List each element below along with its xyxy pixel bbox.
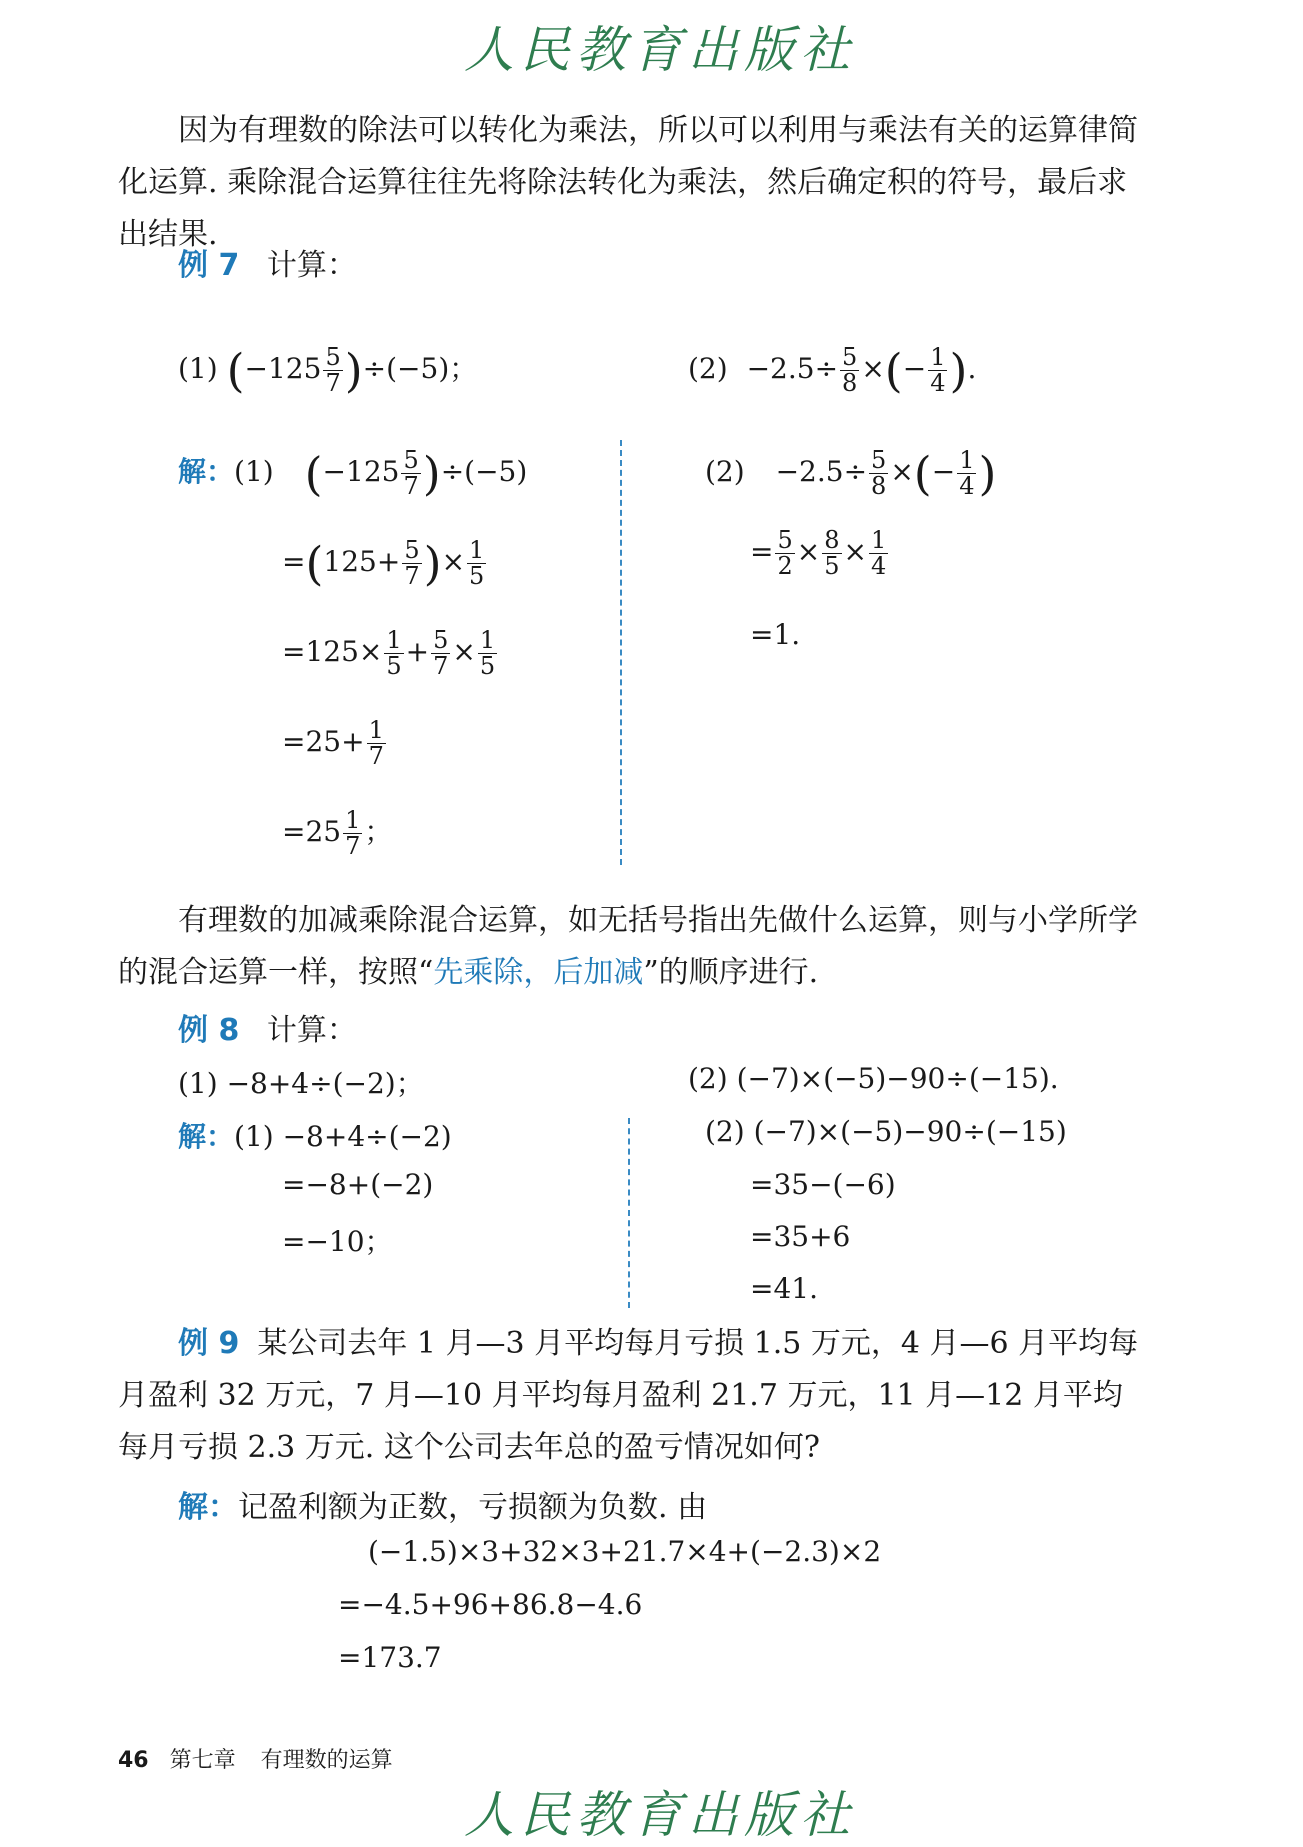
example-8-problem-1: (1) −8+4÷(−2)； bbox=[178, 1067, 424, 1100]
page-footer bbox=[118, 1743, 393, 1774]
intro-paragraph: 因为有理数的除法可以转化为乘法，所以可以利用与乘法有关的运算律简化运算. 乘除混合运算往往先将除法转化为乘法，然后确定积的符号，最后求出结果. bbox=[118, 113, 1138, 252]
example-9-solution-line-1: (−1.5)×3+32×3+21.7×4+(−2.3)×2 bbox=[368, 1535, 882, 1568]
example-9-label: 例 9 bbox=[178, 1326, 240, 1361]
example-9-solution-intro: 解：记盈利额为正数，亏损额为负数. 由 bbox=[178, 1490, 708, 1525]
example-8-solution-2-line-2: =35−(−6) bbox=[750, 1168, 896, 1201]
example-7-solution-2-line-2: = $\frac{5}{2}$ × $\frac{8}{5}$ × $\frac{1}{4}$ bbox=[750, 526, 887, 581]
order-rule-highlight: 先乘除，后加减 bbox=[433, 955, 644, 990]
example-8-solution-1-line-2: =−8+(−2) bbox=[282, 1168, 434, 1201]
example-8-solution-2-line-3: =35+6 bbox=[750, 1220, 851, 1253]
example-7-solution-2-line-1: (2) −2.5÷ $\frac{5}{8}$ ×(− $\frac{1}{4}$ ) bbox=[705, 446, 997, 501]
example-8-label: 例 8 bbox=[178, 1013, 240, 1048]
example-7-problem-1: (1) (−125 $\frac{5}{7}$ )÷(−5)； bbox=[178, 343, 478, 398]
example-7-heading bbox=[178, 240, 357, 284]
chapter-title: 有理数的运算 bbox=[260, 1748, 393, 1773]
page-number: 46 bbox=[118, 1748, 149, 1773]
mixed-operations-paragraph: 有理数的加减乘除混合运算，如无括号指出先做什么运算，则与小学所学的混合运算一样，按照“先乘除，后加减”的顺序进行. bbox=[118, 903, 1138, 990]
example-8-prompt: 计算： bbox=[266, 1013, 357, 1048]
example-9-solution-line-3: =173.7 bbox=[338, 1641, 442, 1674]
example-7-problem-2: (2) −2.5÷ $\frac{5}{8}$ ×(− $\frac{1}{4}$ ). bbox=[688, 343, 977, 398]
example-8-problem-2: (2) (−7)×(−5)−90÷(−15). bbox=[688, 1062, 1059, 1095]
chapter-label: 第七章 bbox=[169, 1748, 236, 1773]
example-7-solution-1-line-3: =125× $\frac{1}{5}$ + $\frac{5}{7}$ × $\frac{1}{5}$ bbox=[282, 626, 496, 681]
example-7-solution-1-line-1: 解：(1) (−125 $\frac{5}{7}$ )÷(−5) bbox=[178, 446, 528, 501]
example-8-solution-1-line-1: 解：(1) −8+4÷(−2) bbox=[178, 1120, 452, 1153]
example-9-solution-line-2: =−4.5+96+86.8−4.6 bbox=[338, 1588, 643, 1621]
example-7-solution-1-line-5: =25 $\frac{1}{7}$ ； bbox=[282, 806, 393, 861]
example-8-heading bbox=[178, 1005, 357, 1049]
example-7-solution-1-line-2: =(125+ $\frac{5}{7}$ )× $\frac{1}{5}$ bbox=[282, 536, 485, 591]
example-8-solution-1-line-3: =−10； bbox=[282, 1225, 393, 1258]
example-7-solution-2-line-3: =1. bbox=[750, 618, 801, 651]
publisher-logo-bottom: 人民教育出版社 bbox=[464, 1786, 856, 1844]
example-8-solution-2-line-4: =41. bbox=[750, 1272, 818, 1305]
example-7-divider bbox=[620, 440, 622, 865]
example-8-solution-2-line-1: (2) (−7)×(−5)−90÷(−15) bbox=[705, 1115, 1067, 1148]
example-7-label: 例 7 bbox=[178, 248, 240, 283]
example-8-divider bbox=[628, 1118, 630, 1308]
example-7-prompt: 计算： bbox=[266, 248, 357, 283]
example-7-solution-1-line-4: =25+ $\frac{1}{7}$ bbox=[282, 716, 384, 771]
example-9-problem: 例 9 某公司去年 1 月—3 月平均每月亏损 1.5 万元，4 月—6 月平均每月盈利 32 万元，7 月—10 月平均每月盈利 21.7 万元，11 月—12 月平均每月亏损 2.3 万元. 这个公司去年总的盈亏情况如何? bbox=[118, 1326, 1139, 1465]
publisher-logo: 人民教育出版社 bbox=[464, 21, 856, 79]
